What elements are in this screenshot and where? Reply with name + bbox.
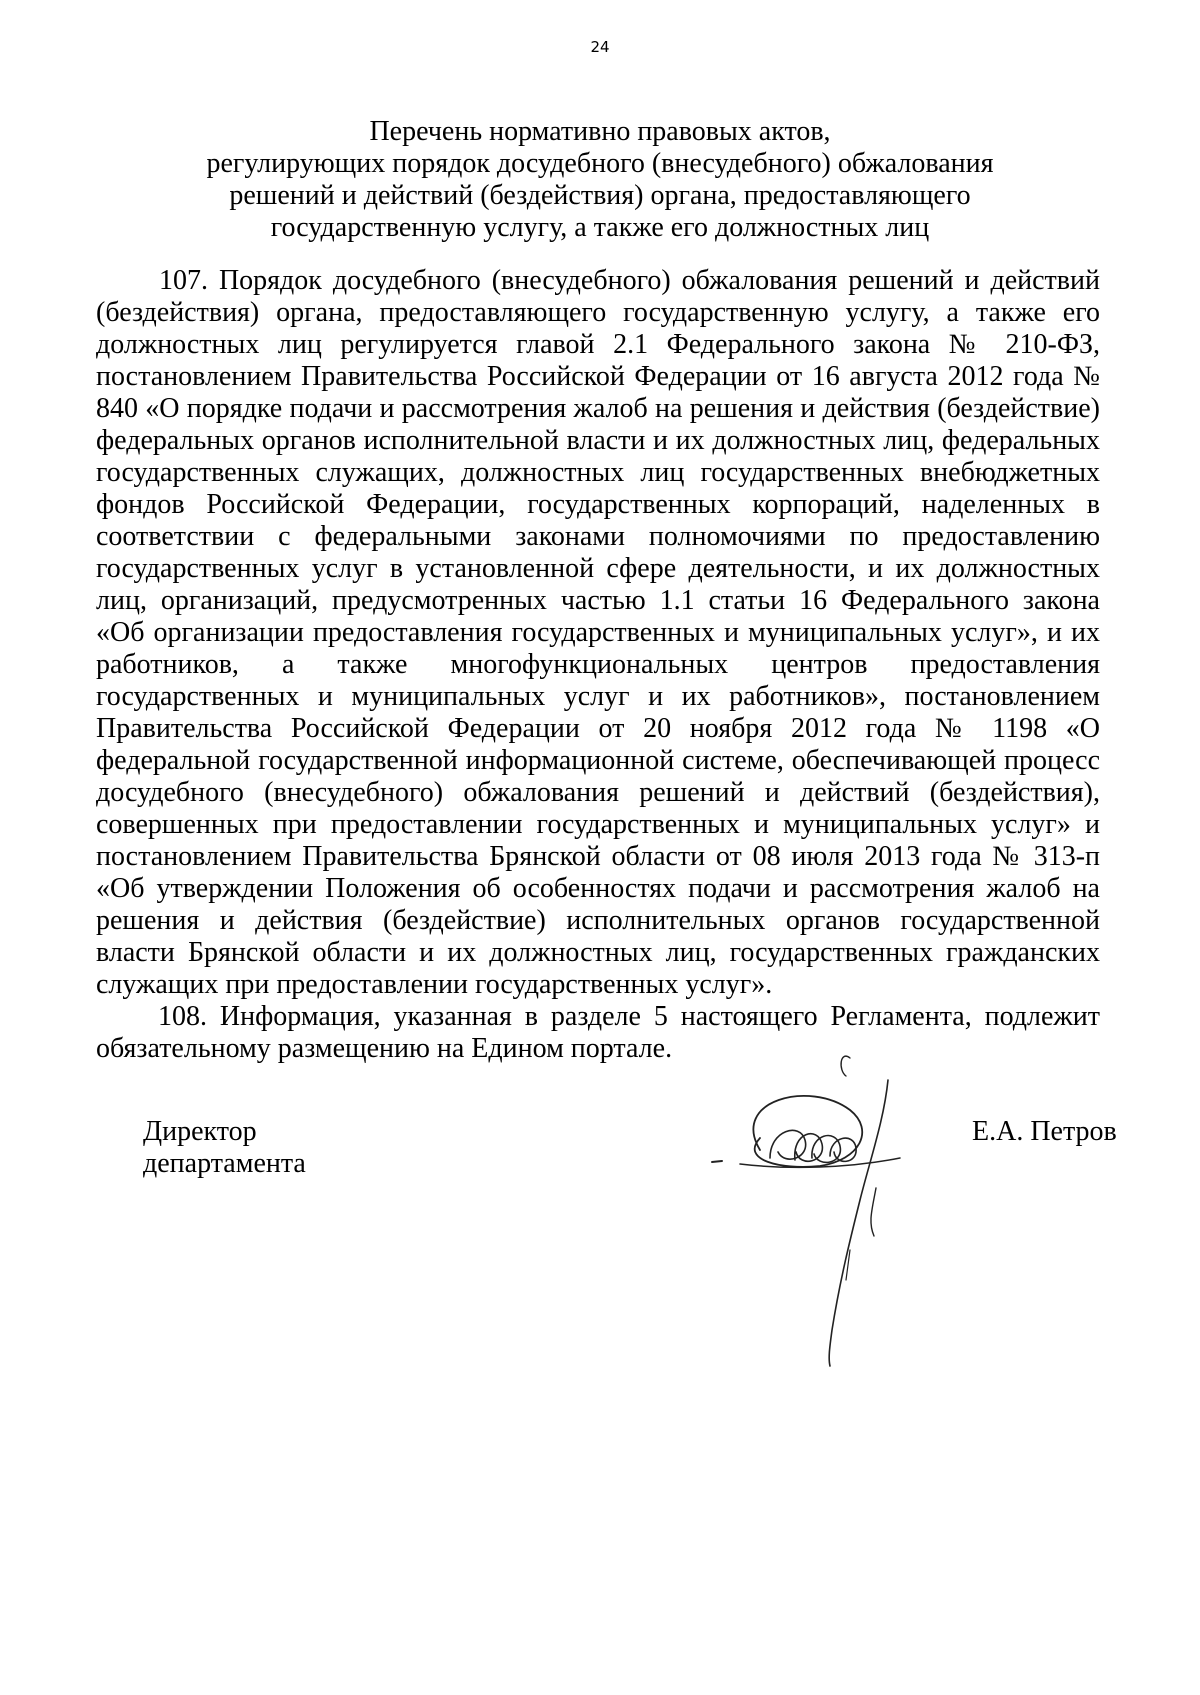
handwritten-signature xyxy=(700,1040,940,1380)
page-number: 24 xyxy=(590,38,610,56)
title-line: регулирующих порядок досудебного (внесудебного) обжалования xyxy=(206,148,994,179)
signer-position-line: Директор xyxy=(143,1116,257,1147)
title-line: Перечень нормативно правовых актов, xyxy=(369,116,831,147)
document-title xyxy=(100,116,1100,244)
paragraph-107: 107. Порядок досудебного (внесудебного) обжалования решений и действий (бездействия) органа, предоставляющего государственную услугу, а также его должностных лиц регулируется главой 2.1 Федерального закона № 210-ФЗ, постановлением Правительства Российской Федерации от 16 августа 2012 года № 840 «О порядке подачи и рассмотрения жалоб на решения и действия (бездействие) федеральных органов исполнительной власти и их должностных лиц, федеральных государственных служащих, должностных лиц государственных внебюджетных фондов Российской Федерации, государственных корпораций, наделенных в соответствии с федеральными законами полномочиями по предоставлению государственных услуг в установленной сфере деятельности, и их должностных лиц, организаций, предусмотренных частью 1.1 статьи 16 Федерального закона «Об организации предоставления государственных и муниципальных услуг», и их работников, а также многофункциональных центров предоставления государственных и муниципальных услуг и их работников», постановлением Правительства Российской Федерации от 20 ноября 2012 года № 1198 «О федеральной государственной информационной системе, обеспечивающей процесс досудебного (внесудебного) обжалования решений и действий (бездействия), совершенных при предоставлении государственных и муниципальных услуг» и постановлением Правительства Брянской области от 08 июля 2013 года № 313-п «Об утверждении Положения об особенностях подачи и рассмотрения жалоб на решения и действия (бездействие) исполнительных органов государственной власти Брянской области и их должностных лиц, государственных гражданских служащих при предоставлении государственных услуг». xyxy=(96,265,1100,1000)
signer-position-line: департамента xyxy=(143,1148,306,1179)
signature-block xyxy=(0,1116,1200,1316)
signer-position xyxy=(143,1116,306,1180)
paragraph-108: 108. Информация, указанная в разделе 5 настоящего Регламента, подлежит обязательному размещению на Едином портале. xyxy=(96,1001,1100,1064)
document-body xyxy=(96,265,1100,1065)
title-line: решений и действий (бездействия) органа, предоставляющего xyxy=(229,180,971,211)
signer-name: Е.А. Петров xyxy=(972,1116,1117,1147)
title-line: государственную услугу, а также его должностных лиц xyxy=(270,212,930,243)
